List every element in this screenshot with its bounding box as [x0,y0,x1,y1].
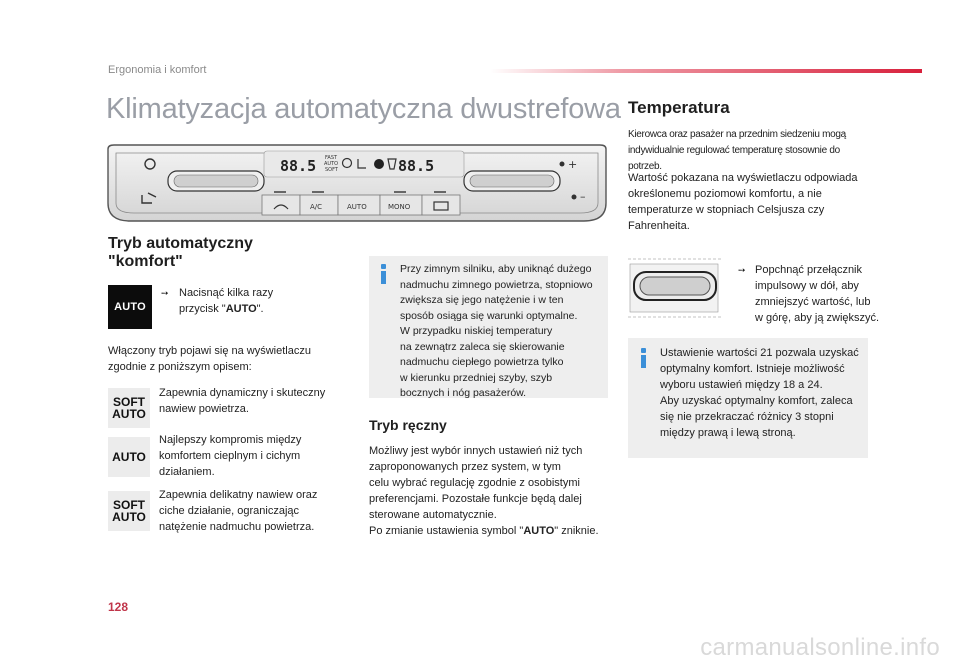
temp-left-display: 88.5 [280,157,317,175]
watermark: carmanualsonline.info [700,634,940,661]
intro-line: potrzeb. [628,161,662,172]
auto-mode-heading [108,235,253,271]
body-line: Wartość pokazana na wyświetlaczu odpowiada [628,172,858,184]
manual-last-post: " zniknie. [554,525,599,537]
arrow-bullet-icon: ➙ [738,265,746,275]
cold-engine-info-box [369,256,608,398]
svg-text:–: – [580,190,586,203]
mode-desc-line: Zapewnia dynamiczny i skuteczny [159,387,326,399]
climate-control-panel [104,143,610,223]
info-icon [379,264,389,284]
body-line: określonemu poziomowi komfortu, a nie [628,188,822,200]
mode-desc-line: działaniem. [159,466,215,478]
mode-desc-line: ciche działanie, ograniczając [159,505,300,517]
info-line: na zewnątrz zaleca się skierowanie [400,340,565,353]
auto-mode-heading-line1: Tryb automatyczny [108,235,253,252]
normal-auto-badge [108,437,150,477]
auto-small-label: AUTO [324,161,339,167]
fan-display-icon [374,159,384,169]
header-accent-line [490,69,922,73]
arrow-bullet-icon: ➙ [161,288,169,298]
press-instruction-line1: Nacisnąć kilka razy [179,287,274,299]
soft-label: SOFT [325,167,338,173]
badge-line2: AUTO [112,407,146,421]
temperature-knob-illustration [628,258,722,318]
auto-button-label: AUTO [347,203,367,211]
badge-line1: SOFT [113,498,145,512]
temperature-heading: Temperatura [628,98,730,117]
knob-instruction [755,262,879,326]
mode-description [159,432,301,480]
temperature-info-box [628,338,868,458]
page-title: Klimatyzacja automatyczna dwustrefowa [106,93,621,125]
info-line: optymalny komfort. Istnieje możliwość [660,363,845,375]
intro-line: indywidualnie regulować temperaturę stosownie do [628,145,840,156]
soft-auto-badge [108,388,150,428]
knob-line: impulsowy w dół, aby [755,280,859,292]
badge-line2: AUTO [112,510,146,524]
info-line: W przypadku niskiej temperatury [400,325,553,337]
cold-engine-info-text [400,262,593,402]
manual-line: zaproponowanych przez system, w tym [369,461,561,473]
section-label: Ergonomia i komfort [108,64,207,76]
fast-label: FAST [325,155,338,161]
info-line: nadmuchu ciepłego powietrza tylko [400,356,564,368]
temp-right-display: 88.5 [398,157,435,175]
intro-line: Kierowca oraz pasażer na przednim siedzeniu mogą [628,129,846,140]
manual-last-auto: AUTO [523,525,555,537]
auto-mode-heading-line2: "komfort" [108,253,183,270]
mode-desc-line: komfortem cieplnym i cichym [159,450,301,462]
mode-description [159,487,317,535]
info-line: bocznych i nóg pasażerów. [400,387,527,399]
manual-line: preferencjami. Pozostałe funkcje będą dalej [369,493,582,505]
temperature-intro [628,127,846,175]
manual-line: Możliwy jest wybór innych ustawień niż tych [369,445,583,457]
knob-line: Popchnąć przełącznik [755,264,863,276]
info-line: wyboru ustawień między 18 a 24. [660,379,823,391]
info-line: nadmuchu zimnego powietrza, stopniowo [400,278,593,291]
mode-desc-line: Najlepszy kompromis między [159,434,302,446]
ac-button-label: A/C [310,203,323,211]
page-number: 128 [108,600,129,614]
mono-button-label: MONO [388,203,411,211]
knob-line: zmniejszyć wartość, lub [755,296,871,308]
manual-mode-heading: Tryb ręczny [369,417,447,433]
info-line: Aby uzyskać optymalny komfort, zaleca [660,395,853,407]
mode-desc-line: Zapewnia delikatny nawiew oraz [159,489,318,501]
mode-intro [108,343,311,375]
mode-intro-line1: Włączony tryb pojawi się na wyświetlaczu [108,345,311,357]
knob-line: w górę, aby ją zwiększyć. [755,312,880,324]
info-line: zwiększa się jego natężenie i w ten [400,294,564,306]
badge-line1: SOFT [113,395,145,409]
mode-intro-line2: zgodnie z poniższym opisem: [108,361,252,373]
rear-demist-button [422,195,460,215]
body-line: Fahrenheita. [628,220,690,232]
press-instruction-post: ". [256,303,264,315]
temperature-body [628,170,858,234]
press-instruction-auto: AUTO [225,303,257,315]
badge-line2: AUTO [112,450,146,464]
mode-description [159,385,325,417]
info-line: Przy zimnym silniku, aby uniknąć dużego [400,263,592,275]
info-line: Ustawienie wartości 21 pozwala uzyskać [660,347,859,359]
soft-auto-badge [108,491,150,531]
mode-desc-line: natężenie nadmuchu powietrza. [159,521,315,533]
info-icon [639,348,649,368]
manual-line: celu wybrać regulację zgodnie z osobistymi [369,477,580,489]
press-instruction-pre: przycisk " [179,303,226,315]
manual-line: sterowane automatycznie. [369,509,497,521]
temperature-info-text [660,345,859,441]
info-line: między prawą i lewą stroną. [660,427,796,439]
info-line: w kierunku przedniej szyby, szyb [400,371,553,384]
svg-text:+: + [568,158,578,171]
press-instruction [179,285,273,317]
manual-mode-text [369,443,599,539]
info-line: się nie przekraczać różnicy 3 stopni [660,411,834,423]
mode-desc-line: nawiew powietrza. [159,403,249,415]
body-line: temperaturze w stopniach Celsjusza czy [628,204,825,216]
info-line: sposób osiąga się warunki optymalne. [400,309,578,322]
manual-last-pre: Po zmianie ustawienia symbol " [369,525,524,537]
auto-badge: AUTO [108,285,152,329]
